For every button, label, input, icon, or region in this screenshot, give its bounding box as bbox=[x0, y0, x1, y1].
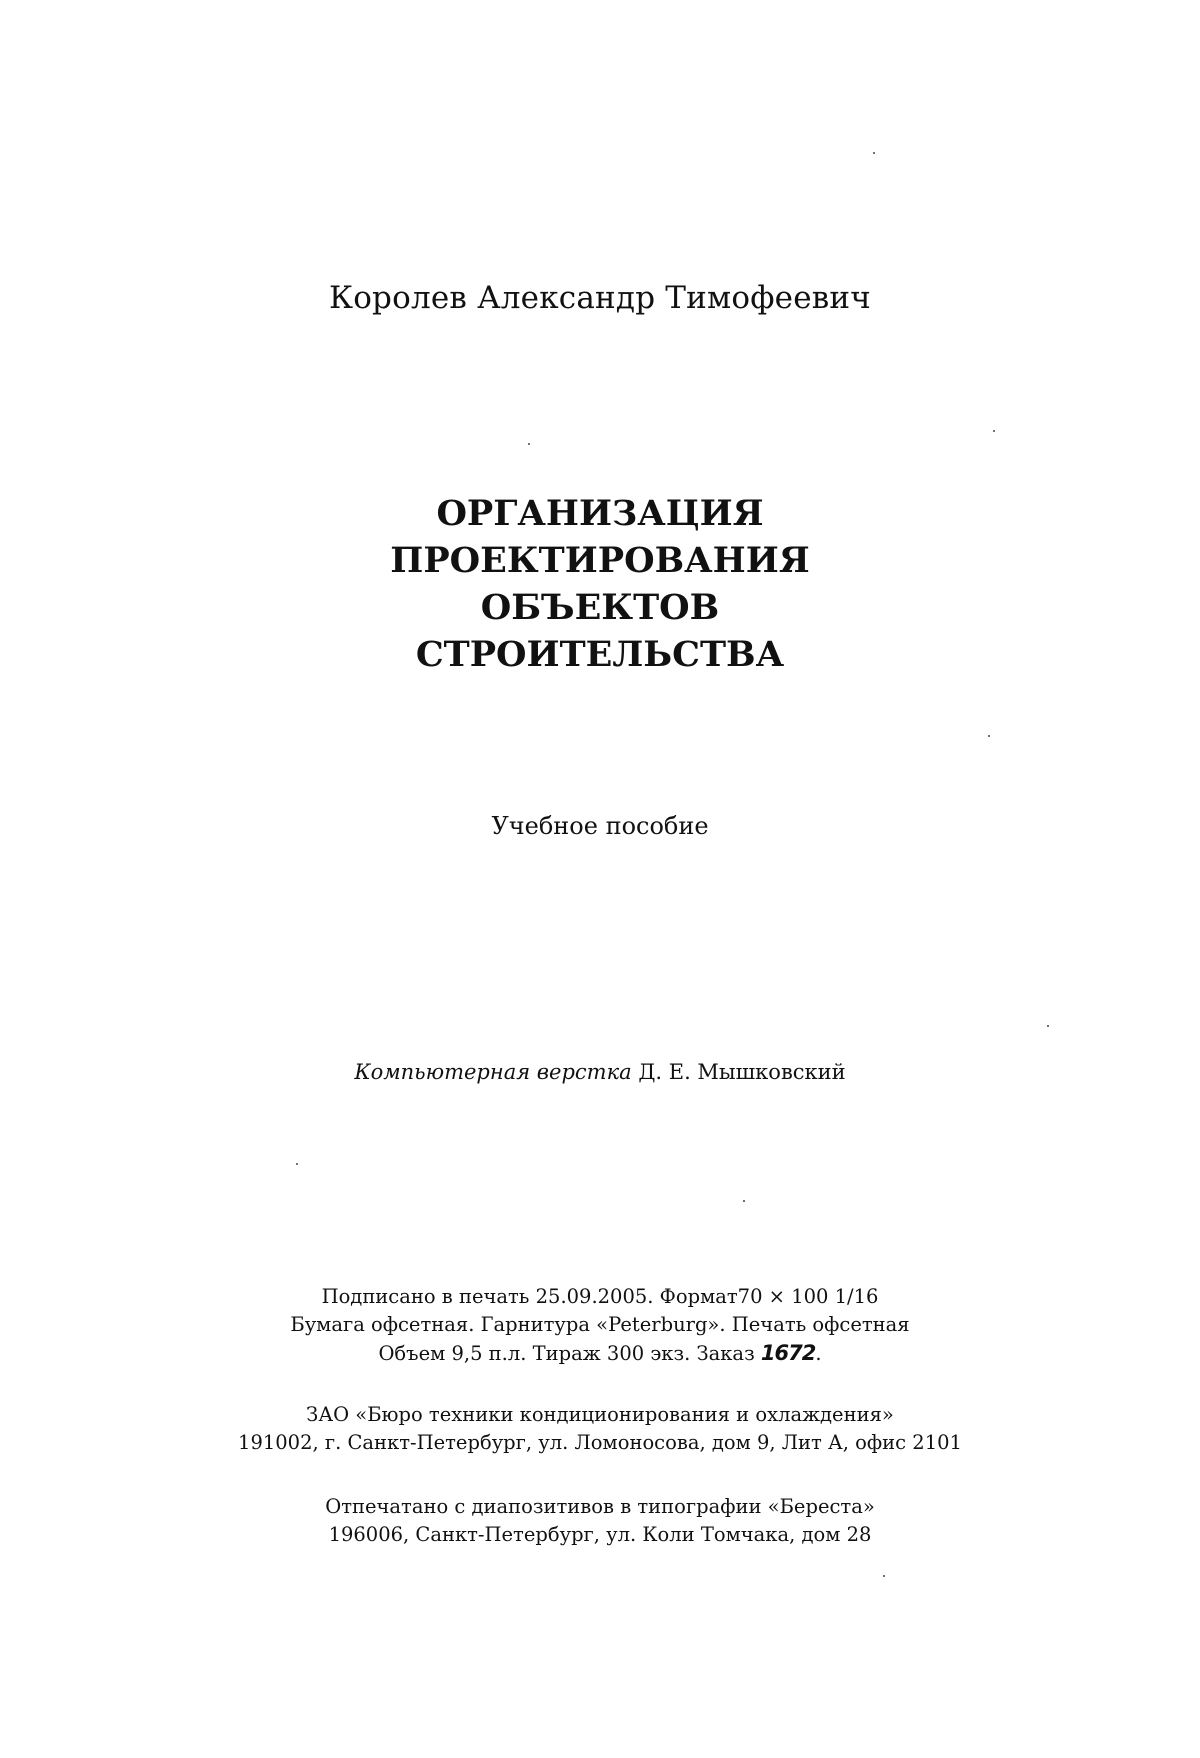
printer-info bbox=[0, 1493, 1200, 1549]
order-number: 1672 bbox=[760, 1341, 816, 1365]
credit-name: Д. Е. Мышковский bbox=[638, 1060, 846, 1084]
layout-credit bbox=[0, 1060, 1200, 1084]
title-line-1: ОРГАНИЗАЦИЯ bbox=[436, 493, 764, 534]
publisher-line-2: 191002, г. Санкт-Петербург, ул. Ломоносова, дом 9, Лит А, офис 2101 bbox=[238, 1431, 962, 1454]
print-info-line-1: Подписано в печать 25.09.2005. Формат70 × 100 1/16 bbox=[321, 1285, 879, 1308]
printer-line-1: Отпечатано с диапозитивов в типографии «Береста» bbox=[325, 1495, 875, 1518]
print-info-line-2: Бумага офсетная. Гарнитура «Peterburg». Печать офсетная bbox=[290, 1313, 910, 1336]
scan-speck bbox=[743, 1200, 745, 1202]
scan-speck bbox=[1047, 1025, 1049, 1027]
publisher-info bbox=[0, 1401, 1200, 1457]
scan-speck bbox=[988, 735, 990, 737]
print-info-line-3-end: . bbox=[815, 1342, 822, 1365]
author-name: Королев Александр Тимофеевич bbox=[329, 280, 871, 316]
scan-speck bbox=[873, 152, 875, 154]
scan-speck bbox=[993, 430, 995, 432]
publisher-line-1: ЗАО «Бюро техники кондиционирования и охлаждения» bbox=[306, 1403, 894, 1426]
credit-role: Компьютерная верстка bbox=[354, 1060, 632, 1084]
printer-line-2: 196006, Санкт-Петербург, ул. Коли Томчака, дом 28 bbox=[328, 1523, 872, 1546]
title-line-2: ПРОЕКТИРОВАНИЯ bbox=[390, 540, 810, 581]
scan-speck bbox=[296, 1163, 298, 1165]
title-line-3: ОБЪЕКТОВ bbox=[480, 587, 720, 628]
print-info-line-3 bbox=[0, 1339, 1200, 1368]
book-subtitle: Учебное пособие bbox=[491, 812, 709, 840]
print-info bbox=[0, 1283, 1200, 1368]
title-line-4: СТРОИТЕЛЬСТВА bbox=[415, 634, 785, 675]
book-title bbox=[0, 490, 1200, 678]
scan-speck bbox=[883, 1575, 885, 1577]
print-info-line-3-text: Объем 9,5 п.л. Тираж 300 экз. Заказ bbox=[378, 1342, 755, 1365]
scan-speck bbox=[528, 443, 530, 445]
